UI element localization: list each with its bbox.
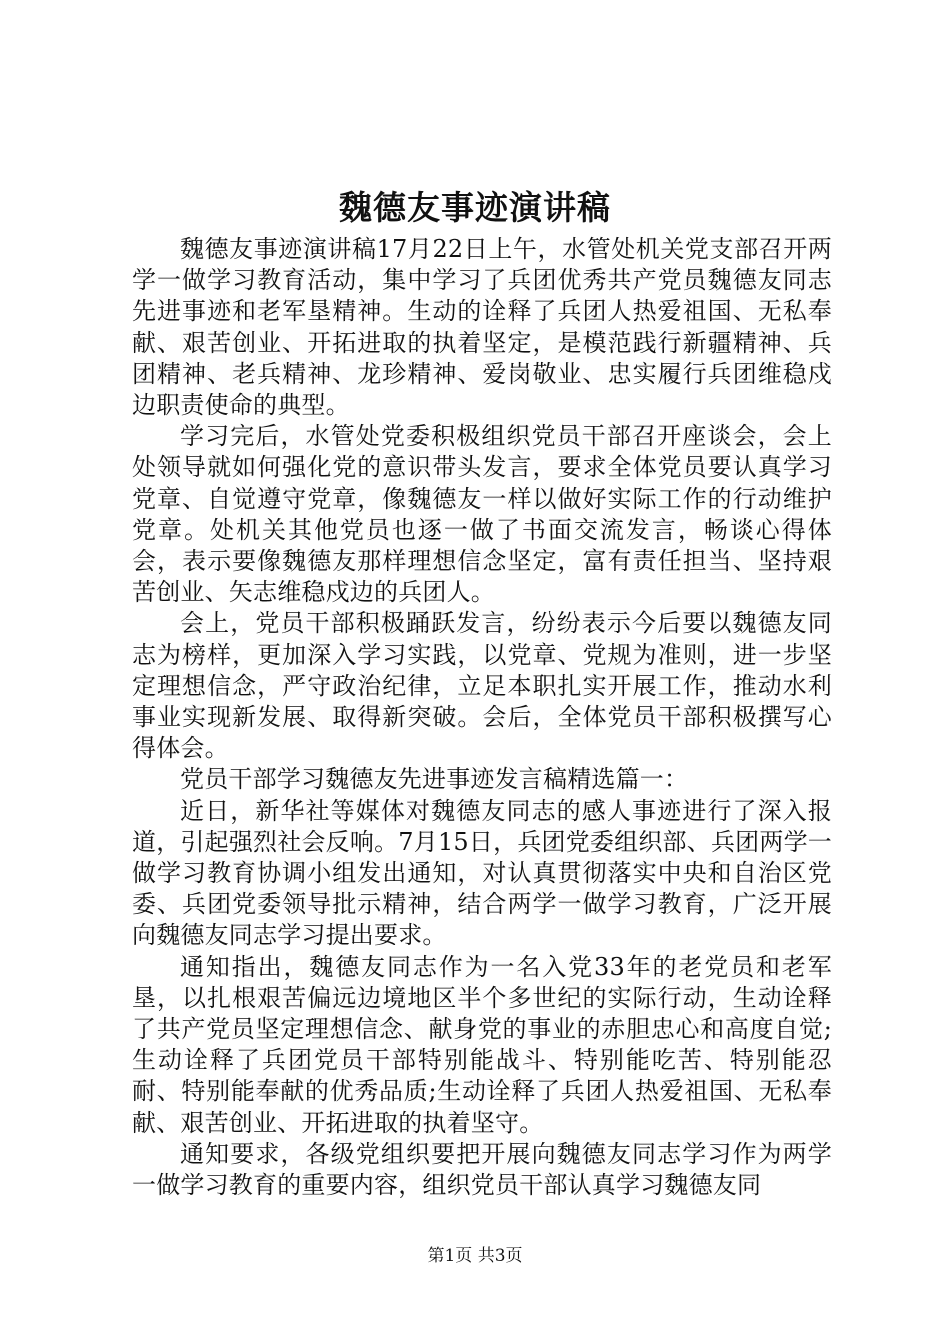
paragraph: 学习完后，水管处党委积极组织党员干部召开座谈会，会上处领导就如何强化党的意识带头发言，要求全体党员要认真学习党章、自觉遵守党章，像魏德友一样以做好实际工作的行动维护党章。处机关其他党员也逐一做了书面交流发言，畅谈心得体会，表示要像魏德友那样理想信念坚定，富有责任担当、坚持艰苦创业、矢志维稳戍边的兵团人。 bbox=[132, 422, 832, 607]
document-title: 魏德友事迹演讲稿 bbox=[339, 188, 611, 227]
section-heading: 党员干部学习魏德友先进事迹发言稿精选篇一： bbox=[180, 765, 689, 794]
paragraph: 会上，党员干部积极踊跃发言，纷纷表示今后要以魏德友同志为榜样，更加深入学习实践，以党章、党规为准则，进一步坚定理想信念，严守政治纪律，立足本职扎实开展工作，推动水利事业实现新发展、取得新突破。会后，全体党员干部积极撰写心得体会。 bbox=[132, 609, 832, 763]
paragraph: 通知要求，各级党组织要把开展向魏德友同志学习作为两学一做学习教育的重要内容，组织党员干部认真学习魏德友同 bbox=[132, 1139, 832, 1200]
paragraph: 魏德友事迹演讲稿17月22日上午，水管处机关党支部召开两学一做学习教育活动，集中学习了兵团优秀共产党员魏德友同志先进事迹和老军垦精神。生动的诠释了兵团人热爱祖国、无私奉献、艰苦创业、开拓进取的执着坚定，是模范践行新疆精神、兵团精神、老兵精神、龙珍精神、爱岗敬业、忠实履行兵团维稳戍边职责使命的典型。 bbox=[132, 235, 832, 420]
paragraph: 通知指出，魏德友同志作为一名入党33年的老党员和老军垦，以扎根艰苦偏远边境地区半个多世纪的实际行动，生动诠释了共产党员坚定理想信念、献身党的事业的赤胆忠心和高度自觉;生动诠释了兵团党员干部特别能战斗、特别能吃苦、特别能忍耐、特别能奉献的优秀品质;生动诠释了兵团人热爱祖国、无私奉献、艰苦创业、开拓进取的执着坚守。 bbox=[132, 952, 832, 1137]
page-number-footer: 第1页 共3页 bbox=[427, 1246, 523, 1266]
paragraph: 近日，新华社等媒体对魏德友同志的感人事迹进行了深入报道，引起强烈社会反响。7月15日，兵团党委组织部、兵团两学一做学习教育协调小组发出通知，对认真贯彻落实中央和自治区党委、兵团党委领导批示精神，结合两学一做学习教育，广泛开展向魏德友同志学习提出要求。 bbox=[132, 796, 832, 950]
document-body bbox=[132, 234, 832, 1201]
